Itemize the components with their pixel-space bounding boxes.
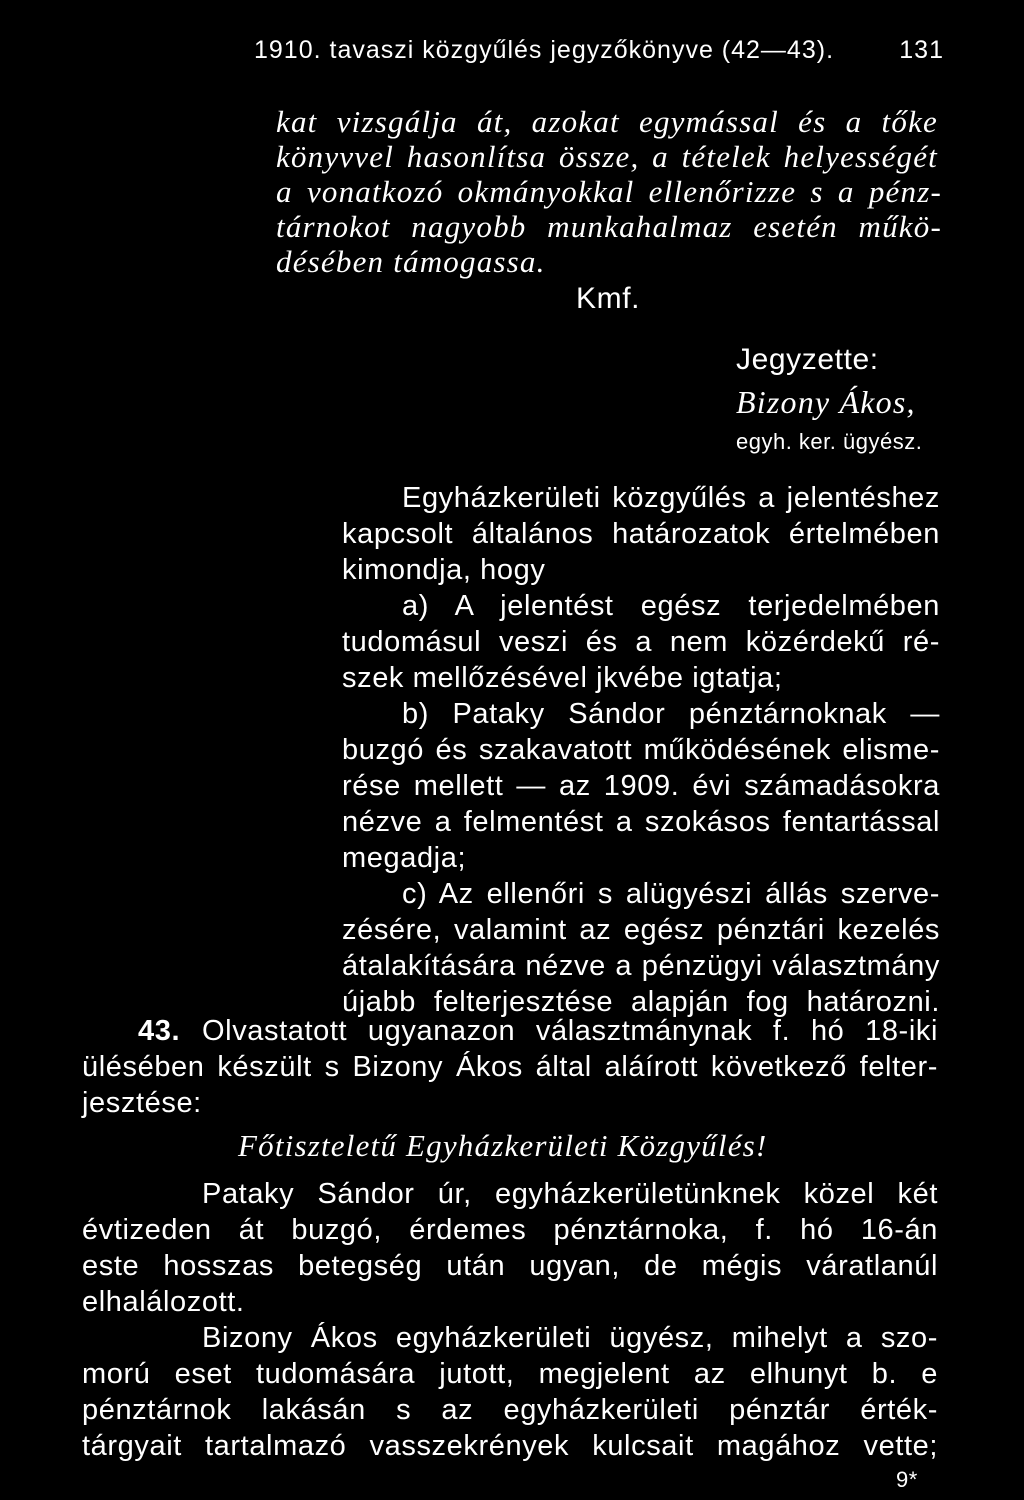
resolution-line: c) Az ellenőri s alügyészi állás szerve- [402, 878, 940, 910]
salutation: Főtiszteletű Egyházkerületi Közgyűlés! [238, 1128, 768, 1163]
resolution-line: Egyházkerületi közgyűlés a jelentéshez [402, 482, 940, 514]
italic-line: kat vizsgálja át, azokat egymással és a tőke [276, 104, 938, 139]
resolution-line: újabb felterjesztése alapján fog határozni. [342, 986, 940, 1018]
signature-title: egyh. ker. ügyész. [736, 429, 923, 454]
resolution-line: zésére, valamint az egész pénztári kezelés [342, 914, 940, 946]
page-number: 131 [899, 36, 944, 64]
running-title: 1910. tavaszi közgyűlés jegyzőkönyve (42—43). [254, 36, 835, 64]
resolution-line: b) Pataky Sándor pénztárnoknak — [402, 698, 940, 730]
resolution-line: kimondja, hogy [342, 554, 546, 586]
running-header [254, 36, 944, 68]
letter-line: este hosszas betegség után ugyan, de mégis váratlanúl [82, 1250, 938, 1282]
section-line: ülésében készült s Bizony Ákos által aláírott következő felter- [82, 1051, 938, 1083]
italic-line: könyvvel hasonlítsa össze, a tételek helyességét [276, 139, 938, 174]
section-number: 43. [138, 1015, 181, 1047]
resolution-line: átalakítására nézve a pénzügyi választmány [342, 950, 940, 982]
kmf-mark: Kmf. [576, 282, 641, 315]
letter-line: Bizony Ákos egyházkerületi ügyész, mihelyt a szo- [202, 1322, 938, 1354]
resolution-line: a) A jelentést egész terjedelmében [402, 590, 940, 622]
resolution-line: kapcsolt általános határozatok értelmében [342, 518, 940, 550]
letter-line: tárgyait tartalmazó vasszekrények kulcsait magához vette; [82, 1430, 938, 1462]
resolution-line: buzgó és szakavatott működésének elisme- [342, 734, 940, 766]
signature-label: Jegyzette: [736, 343, 879, 376]
italic-line: a vonatkozó okmányokkal ellenőrizze s a pénz- [276, 174, 942, 209]
italic-line: tárnokot nagyobb munkahalmaz esetén műkö- [276, 209, 942, 244]
resolution-line: megadja; [342, 842, 467, 874]
italic-line: désében támogassa. [276, 244, 546, 279]
section-line: Olvastatott ugyanazon választmánynak f. hó 18-iki [202, 1015, 938, 1047]
resolution-line: tudomásul veszi és a nem közérdekű ré- [342, 626, 940, 658]
letter-line: évtizeden át buzgó, érdemes pénztárnoka, f. hó 16-án [82, 1214, 938, 1246]
letter-line: Pataky Sándor úr, egyházkerületünknek közel két [202, 1178, 938, 1210]
resolution-line: szek mellőzésével jkvébe igtatja; [342, 662, 783, 694]
letter-line: pénztárnok lakásán s az egyházkerületi pénztár érték- [82, 1394, 938, 1426]
section-line: jesztése: [82, 1087, 202, 1119]
signature-name: Bizony Ákos, [736, 384, 916, 420]
resolution-line: rése mellett — az 1909. évi számadásokra [342, 770, 940, 802]
signature-mark: 9* [896, 1467, 918, 1492]
letter-line: morú eset tudomására jutott, megjelent az elhunyt b. e [82, 1358, 938, 1390]
resolution-line: nézve a felmentést a szokásos fentartással [342, 806, 940, 838]
letter-line: elhalálozott. [82, 1286, 245, 1318]
